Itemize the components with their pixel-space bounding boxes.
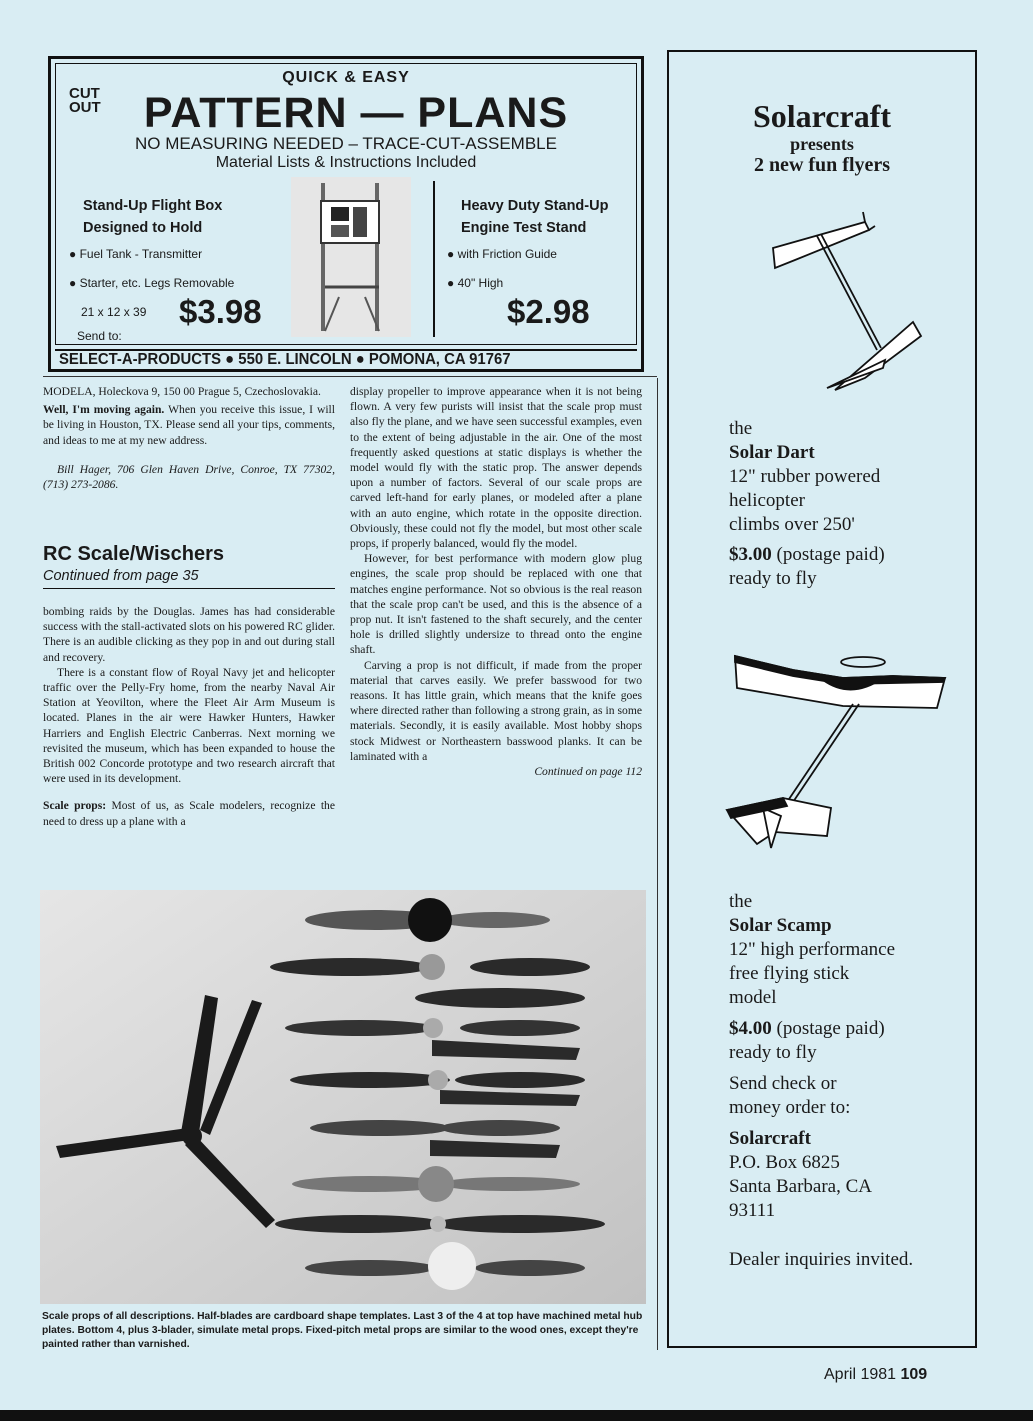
solar-brand: Solarcraft <box>752 98 892 134</box>
footer-date: April 1981 <box>824 1366 897 1383</box>
scamp-name: Solar Scamp <box>729 915 832 936</box>
flight-box-photo <box>291 177 411 337</box>
dart-the: the <box>729 418 753 439</box>
ad-right-price: $2.98 <box>507 293 590 330</box>
dart-line-2: helicopter <box>729 490 805 511</box>
ad-left-price: $3.98 <box>179 293 262 330</box>
ad-headline: PATTERN — PLANS <box>143 89 569 137</box>
section-continued: Continued from page 35 <box>43 568 199 584</box>
scamp-line-2: free flying stick <box>729 963 850 984</box>
scamp-price: $4.00 (postage paid) <box>729 1018 885 1039</box>
ad-left-title-1: Stand-Up Flight Box <box>83 198 223 214</box>
ad-left-bullet-1: ● Fuel Tank - Transmitter <box>69 247 203 261</box>
ad-cut: CUT <box>69 85 100 102</box>
address-line-3: 93111 <box>729 1200 776 1221</box>
ad-address-city: POMONA, CA 91767 <box>368 351 511 368</box>
ad-right-title-1: Heavy Duty Stand-Up <box>461 198 609 214</box>
col2-paragraph-1: display propeller to improve appearance when it is not being flown. A very few purists will insist that the scale prop must also fly the plane, and we have seen successful examples, even to the extent of being adjustable in the air. One of the most frequently asked questions at static displays is whether the model would fly with the static prop. The answer depends upon a number of factors. Several of our scale props are carved left-hand for early planes, or modeled after a plane with an auto engine, which rotate in the opposite direction. Obviously, these could not fly the model, but most other scale props, if properly balanced, would fly the model. <box>350 385 642 551</box>
column-1-body <box>43 604 335 829</box>
dart-ready: ready to fly <box>729 568 817 589</box>
column-1-top <box>43 384 335 492</box>
dart-name: Solar Dart <box>729 442 815 463</box>
ad-out: OUT <box>69 99 101 116</box>
address-line-1: P.O. Box 6825 <box>729 1152 840 1173</box>
column-2 <box>350 384 642 779</box>
dart-line-3: climbs over 250' <box>729 514 855 535</box>
solar-presents: presents <box>790 134 854 154</box>
ad-right-title <box>461 195 608 239</box>
scamp-the: the <box>729 891 753 912</box>
col1-signature: Bill Hager, 706 Glen Haven Drive, Conroe, TX 77302, (713) 273-2086. <box>43 462 335 492</box>
ad-cut-out <box>69 87 101 115</box>
scamp-ready: ready to fly <box>729 1042 817 1063</box>
ad-right-bullet-2: ● 40" High <box>447 276 504 290</box>
ad-address: SELECT-A-PRODUCTS ● 550 E. LINCOLN ● POMONA, CA 91767 <box>59 351 511 368</box>
col1-paragraph-4: There is a constant flow of Royal Navy jet and helicopter traffic over the Pelly-Fry home, from the nearby Naval Air Station at Yeovilton, where the Fleet Air Arm Museum is located. Planes in the air were Hawker Hunters, Hawker Harriers and English Electric Canberras. Next morning we revisited the museum, which has been expanded to house the British 002 Concorde prototype and two research aircraft that were used in its development. <box>43 665 335 786</box>
dart-line-1: 12" rubber powered <box>729 466 881 487</box>
dart-price: $3.00 (postage paid) <box>729 544 885 565</box>
col1-paragraph-2: Well, I'm moving again. When you receive this issue, I will be living in Houston, TX. Please send all your tips, comments, and ideas to me at my new address. <box>43 403 335 447</box>
col1-paragraph-1: MODELA, Holeckova 9, 150 00 Prague 5, Czechoslovakia. <box>43 385 321 398</box>
address-line-2: Santa Barbara, CA <box>729 1176 872 1197</box>
col2-paragraph-3: Carving a prop is not difficult, if made from the proper material that carves easily. We prefer basswood for two reasons. It has little grain, which means that the knife goes where directed rather than following a strong grain, as in some materials. Secondly, it is easily available. Most hobby shops stock Midwest or Northeastern basswood planks. It can be laminated with a <box>350 658 642 763</box>
send-line-2: money order to: <box>729 1097 851 1118</box>
address-name: Solarcraft <box>729 1128 811 1149</box>
ad-quick-easy: QUICK & EASY <box>282 69 410 86</box>
footer-page-number: 109 <box>900 1366 928 1383</box>
send-line-1: Send check or <box>729 1073 837 1094</box>
solar-scamp-drawing <box>723 648 953 858</box>
solarcraft-ad <box>667 50 977 1348</box>
col1-paragraph-3: bombing raids by the Douglas. James has had considerable success with the stall-activated slots on his powered RC glider. There is an audible clicking as they pop in and out during stall and recovery. <box>43 605 335 664</box>
photo-caption: Scale props of all descriptions. Half-blades are cardboard shape templates. Last 3 of the 4 at top have machined metal hub plates. Bottom 4, plus 3-blader, simulate metal props. Fixed-pitch metal props are similar to the wood ones, except they're painted rather than varnished. <box>42 1311 643 1350</box>
ad-left-title-2: Designed to Hold <box>83 220 203 236</box>
ad-divider <box>433 181 435 337</box>
col2-paragraph-2: However, for best performance with modern glow plug engines, the scale prop should be replaced with one that matches engine performance. Not so obvious is the real reason that the scale prop can't be used, and this is the absence of a prop nut. It isn't fastened to the shaft securely, and the center hole is drilled slightly undersize to thread onto the engine shaft. <box>350 552 642 657</box>
ad-address-name: SELECT-A-PRODUCTS <box>59 351 222 368</box>
section-title: RC Scale/Wischers <box>43 543 225 565</box>
solar-tagline: 2 new fun flyers <box>753 154 891 176</box>
ad-left-size: 21 x 12 x 39 <box>81 305 147 319</box>
col2-continued: Continued on page 112 <box>534 765 642 779</box>
solar-dart-drawing <box>765 210 935 398</box>
pattern-plans-ad <box>48 56 644 372</box>
scamp-line-3: model <box>729 987 777 1008</box>
ad-subline-2: Material Lists & Instructions Included <box>215 154 477 171</box>
ad-left-bullet-2: ● Starter, etc. Legs Removable <box>69 276 235 290</box>
ad-bottom-rule <box>43 376 657 377</box>
ad-right-bullet-1: ● with Friction Guide <box>447 247 557 261</box>
scamp-line-1: 12" high performance <box>729 939 896 960</box>
column-rule <box>657 378 658 1350</box>
bottom-edge <box>0 1410 1033 1421</box>
ad-left-title <box>83 195 222 239</box>
col1-paragraph-5: Scale props: Most of us, as Scale modelers, recognize the need to dress up a plane with a <box>43 799 335 828</box>
dealer-line: Dealer inquiries invited. <box>729 1249 914 1270</box>
ad-right-title-2: Engine Test Stand <box>461 220 587 236</box>
ad-send-to: Send to: <box>77 329 122 343</box>
scale-props-photo <box>40 890 646 1304</box>
page-footer <box>824 1366 927 1384</box>
ad-subline-1: NO MEASURING NEEDED – TRACE-CUT-ASSEMBLE <box>135 134 557 153</box>
ad-address-street: 550 E. LINCOLN <box>238 351 352 368</box>
section-rule <box>43 588 335 589</box>
